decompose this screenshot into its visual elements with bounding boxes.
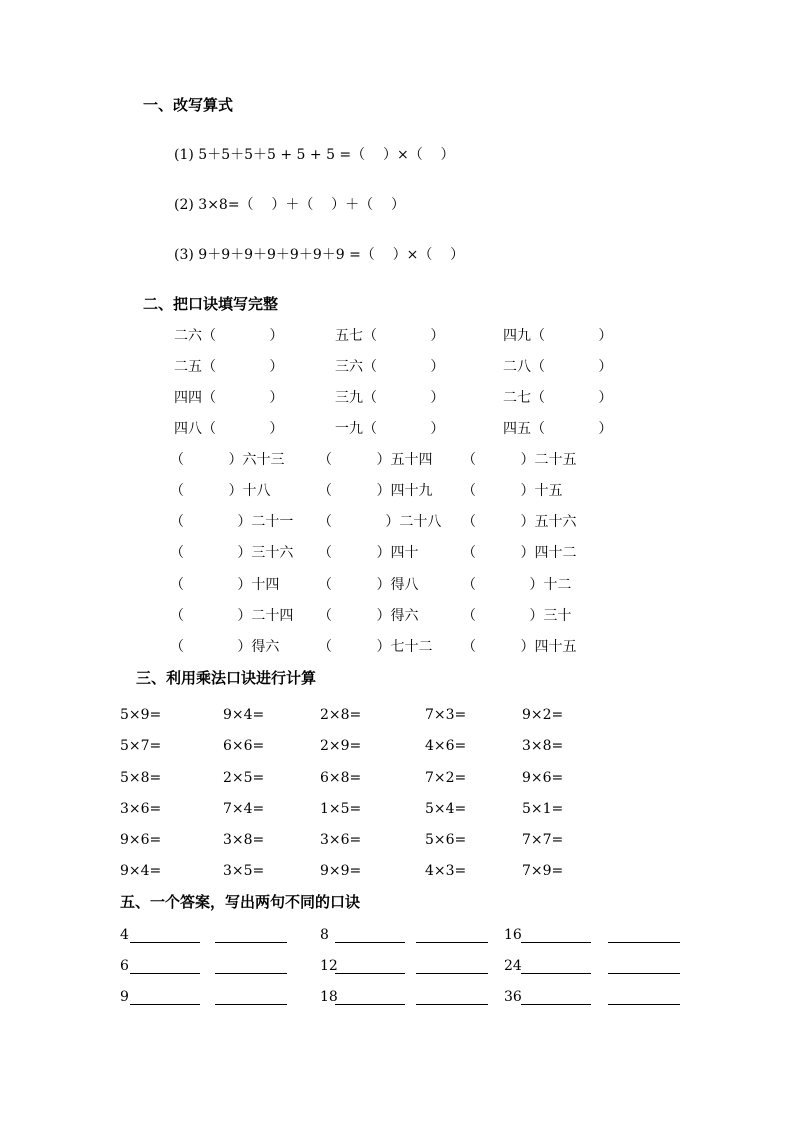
answer-blank[interactable] <box>130 973 200 974</box>
answer-blank[interactable] <box>416 1004 488 1005</box>
calculation-item: 7×2= <box>425 770 467 786</box>
answer-blank[interactable] <box>521 1004 591 1005</box>
answer-number: 24 <box>504 958 522 974</box>
calculation-item: 2×8= <box>320 707 362 723</box>
exercise-line: (3) 9＋9＋9＋9＋9＋9＋9 =（ ）×（ ） <box>174 247 465 263</box>
answer-number: 4 <box>120 927 129 943</box>
multiplication-rhyme-item: 五七（ ） <box>335 328 445 344</box>
calculation-item: 2×5= <box>223 770 265 786</box>
answer-blank[interactable] <box>608 973 680 974</box>
calculation-item: 7×9= <box>522 863 564 879</box>
multiplication-rhyme-item: （ ）得六 <box>170 639 280 655</box>
multiplication-rhyme-item: （ ）得六 <box>318 608 419 624</box>
multiplication-rhyme-item: （ ）十四 <box>170 577 280 593</box>
multiplication-rhyme-item: （ ）三十六 <box>170 545 294 561</box>
multiplication-rhyme-item: 四八（ ） <box>174 421 284 437</box>
answer-number: 16 <box>504 927 522 943</box>
multiplication-rhyme-item: （ ）四十九 <box>318 483 433 499</box>
answer-blank[interactable] <box>215 942 287 943</box>
calculation-item: 9×4= <box>223 707 265 723</box>
answer-blank[interactable] <box>215 1004 287 1005</box>
multiplication-rhyme-item: 三六（ ） <box>335 359 445 375</box>
multiplication-rhyme-item: 三九（ ） <box>335 390 445 406</box>
answer-blank[interactable] <box>130 1004 200 1005</box>
calculation-item: 5×9= <box>120 707 162 723</box>
calculation-item: 5×4= <box>425 801 467 817</box>
answer-number: 9 <box>120 989 129 1005</box>
answer-blank[interactable] <box>215 973 287 974</box>
multiplication-rhyme-item: 二七（ ） <box>503 390 613 406</box>
calculation-item: 5×7= <box>120 738 162 754</box>
calculation-item: 9×2= <box>522 707 564 723</box>
exercise-line: (1) 5＋5＋5＋5 + 5 + 5 =（ ）×（ ） <box>174 147 455 163</box>
answer-blank[interactable] <box>335 942 405 943</box>
calculation-item: 5×8= <box>120 770 162 786</box>
multiplication-rhyme-item: （ ）七十二 <box>318 639 433 655</box>
answer-number: 6 <box>120 958 129 974</box>
multiplication-rhyme-item: （ ）四十五 <box>462 639 577 655</box>
multiplication-rhyme-item: 二八（ ） <box>503 359 613 375</box>
multiplication-rhyme-item: 四四（ ） <box>174 390 284 406</box>
calculation-item: 3×6= <box>120 801 162 817</box>
multiplication-rhyme-item: （ ）四十 <box>318 545 419 561</box>
section2-title: 二、把口诀填写完整 <box>143 295 279 313</box>
calculation-item: 4×3= <box>425 863 467 879</box>
multiplication-rhyme-item: 二六（ ） <box>174 328 284 344</box>
multiplication-rhyme-item: （ ）十二 <box>462 577 572 593</box>
answer-number: 18 <box>320 989 338 1005</box>
calculation-item: 3×8= <box>223 832 265 848</box>
answer-number: 12 <box>320 958 338 974</box>
multiplication-rhyme-item: （ ）五十六 <box>462 514 577 530</box>
calculation-item: 6×6= <box>223 738 265 754</box>
multiplication-rhyme-item: 四五（ ） <box>503 421 613 437</box>
multiplication-rhyme-item: 二五（ ） <box>174 359 284 375</box>
multiplication-rhyme-item: （ ）六十三 <box>170 452 285 468</box>
calculation-item: 6×8= <box>320 770 362 786</box>
exercise-line: (2) 3×8=（ ）＋（ ）＋（ ） <box>174 197 405 213</box>
calculation-item: 7×4= <box>223 801 265 817</box>
calculation-item: 9×4= <box>120 863 162 879</box>
answer-blank[interactable] <box>416 942 488 943</box>
answer-number: 8 <box>320 927 329 943</box>
calculation-item: 7×3= <box>425 707 467 723</box>
multiplication-rhyme-item: （ ）十五 <box>462 483 563 499</box>
answer-blank[interactable] <box>521 942 591 943</box>
calculation-item: 9×6= <box>120 832 162 848</box>
multiplication-rhyme-item: 四九（ ） <box>503 328 613 344</box>
answer-blank[interactable] <box>608 1004 680 1005</box>
answer-blank[interactable] <box>335 1004 405 1005</box>
answer-blank[interactable] <box>521 973 591 974</box>
calculation-item: 2×9= <box>320 738 362 754</box>
calculation-item: 5×1= <box>522 801 564 817</box>
section3-title: 三、利用乘法口诀进行计算 <box>136 669 317 687</box>
multiplication-rhyme-item: （ ）二十一 <box>170 514 294 530</box>
multiplication-rhyme-item: （ ）三十 <box>462 608 572 624</box>
answer-number: 36 <box>504 989 522 1005</box>
calculation-item: 9×6= <box>522 770 564 786</box>
calculation-item: 5×6= <box>425 832 467 848</box>
answer-blank[interactable] <box>608 942 680 943</box>
answer-blank[interactable] <box>335 973 405 974</box>
section1-title: 一、改写算式 <box>143 96 234 114</box>
multiplication-rhyme-item: （ ）得八 <box>318 577 419 593</box>
calculation-item: 3×6= <box>320 832 362 848</box>
multiplication-rhyme-item: （ ）二十四 <box>170 608 294 624</box>
multiplication-rhyme-item: （ ）二十八 <box>318 514 442 530</box>
calculation-item: 9×9= <box>320 863 362 879</box>
multiplication-rhyme-item: （ ）十八 <box>170 483 271 499</box>
calculation-item: 7×7= <box>522 832 564 848</box>
multiplication-rhyme-item: （ ）五十四 <box>318 452 433 468</box>
calculation-item: 3×8= <box>522 738 564 754</box>
answer-blank[interactable] <box>130 942 200 943</box>
answer-blank[interactable] <box>416 973 488 974</box>
multiplication-rhyme-item: （ ）四十二 <box>462 545 577 561</box>
multiplication-rhyme-item: 一九（ ） <box>335 421 445 437</box>
multiplication-rhyme-item: （ ）二十五 <box>462 452 577 468</box>
calculation-item: 4×6= <box>425 738 467 754</box>
calculation-item: 1×5= <box>320 801 362 817</box>
calculation-item: 3×5= <box>223 863 265 879</box>
section5-title: 五、一个答案，写出两句不同的口诀 <box>120 893 361 911</box>
